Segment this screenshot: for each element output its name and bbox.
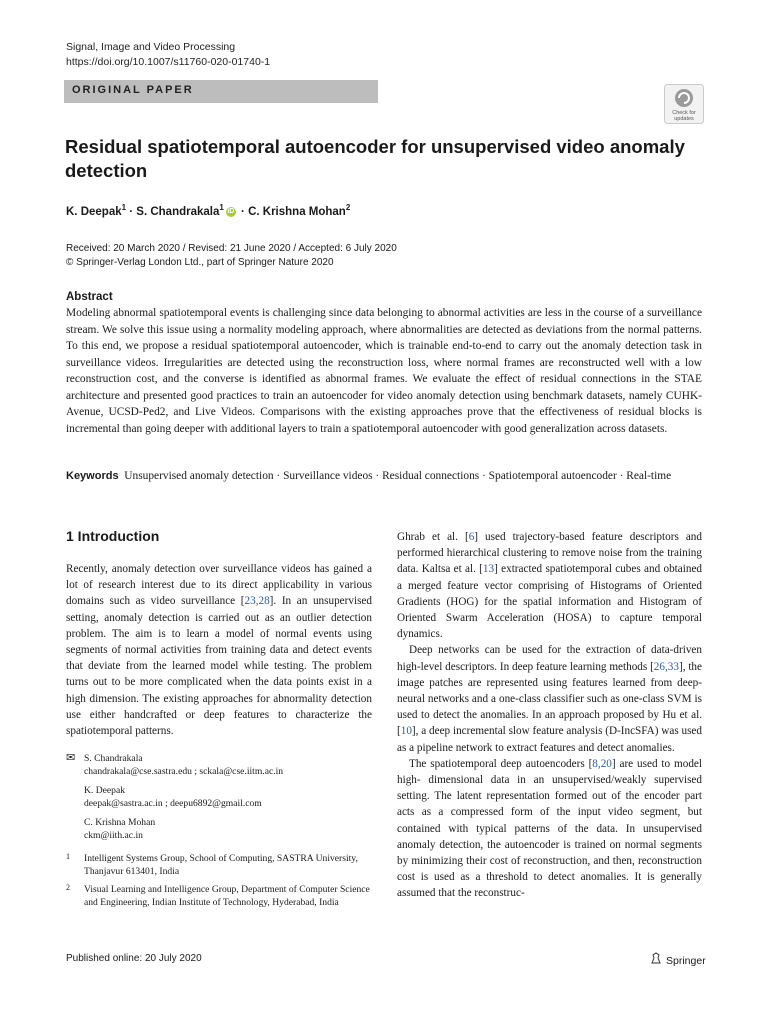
citation-link[interactable]: 8,20 (592, 757, 612, 770)
intro-paragraph-1 (66, 561, 372, 739)
journal-header (66, 40, 270, 70)
text-span: ] are used to model high- dimensional data in an unsupervised/weakly supervised setting. The latent representation formed out of the encoder part acts as a compressed form of the input video segment, but contained with typical patterns of the data. In unsupervised anomaly detection, the autoencoder is trained on normal segments by minimizing their cost of reconstruction, and then, reconstruction cost is used as a threshold to detect anomalies. It is generally assumed that the reconstruc- (397, 757, 702, 900)
copyright-line: © Springer-Verlag London Ltd., part of Springer Nature 2020 (66, 257, 334, 268)
envelope-icon: ✉ (66, 752, 76, 764)
affiliations (66, 853, 372, 915)
published-date: Published online: 20 July 2020 (66, 953, 202, 964)
right-column (397, 529, 702, 902)
corr-email[interactable]: ckm@iith.ac.in (84, 830, 143, 841)
corresponding-author (66, 752, 372, 778)
affiliation-number: 1 (66, 852, 70, 861)
text-span: Recently, anomaly detection over surveillance videos has gained a lot of research interest due to its direct applicability in various domains such as video surveillance [ (66, 563, 372, 608)
text-span: ] used trajectory-based feature descriptors and performed hierarchical clustering to remove noise from the training data. Kaltsa et al. [ (397, 531, 702, 576)
author-1-affil: 1 (121, 203, 127, 212)
doi-link[interactable]: https://doi.org/10.1007/s11760-020-01740-1 (66, 56, 271, 68)
received-dates: Received: 20 March 2020 / Revised: 21 June 2020 / Accepted: 6 July 2020 (66, 243, 397, 254)
badge-line2: updates (674, 116, 694, 122)
author-1[interactable]: K. Deepak (66, 205, 122, 218)
citation-link[interactable]: 13 (482, 563, 495, 576)
publisher-name: Springer (666, 955, 706, 967)
badge-line1: Check for (672, 110, 696, 116)
check-for-updates-badge[interactable] (664, 84, 704, 124)
keywords-text: Unsupervised anomaly detection · Surveillance videos · Residual connections · Spatiotemporal autoencoder · Real-time (124, 470, 672, 482)
article-type-label: ORIGINAL PAPER (72, 84, 194, 96)
intro-paragraph-2 (397, 529, 702, 642)
text-span: ] extracted spatiotemporal cubes and obtained a merged feature vector comprising of Histograms of Oriented Gradients (HOG) for the spatial information and Histogram of Oriented Swarm Acceleration (HOSA) to capture temporal dynamics. (397, 563, 702, 641)
author-3[interactable]: C. Krishna Mohan (248, 205, 346, 218)
abstract-text: Modeling abnormal spatiotemporal events is challenging since data belonging to abnormal activities are less in the course of a surveillance stream. We solve this issue using a normality modeling approach, where abnormalities are detected as deviations from the normal patterns. To this end, we propose a residual spatiotemporal autoencoder, which is trainable end-to-end to carry out the anomaly detection task in surveillance videos. Irregularities are detected using the reconstruction loss, where normal frames are reconstructed well with a low reconstruction cost, and the converse is identified as abnormal frames. We evaluate the effect of residual connections in the STAE architecture and presented good practices to train an autoencoder for video anomaly detection using benchmark datasets, namely CUHK-Avenue, UCSD-Ped2, and Live Videos. Comparisons with the existing approaches prove that the effectiveness of residual blocks is incremental than going deeper with additional layers to train a spatiotemporal autoencoder with good generalization across datasets. (66, 307, 702, 435)
citation-link[interactable]: 26,33 (653, 660, 679, 673)
text-span: The spatiotemporal deep autoencoders [ (409, 757, 593, 770)
abstract-heading: Abstract (66, 291, 113, 303)
intro-paragraph-3 (397, 642, 702, 755)
author-contact (66, 784, 372, 810)
text-span: ], a deep incremental slow feature analysis (D-IncSFA) was used as a pipeline network to extract features and detect anomalies. (397, 725, 702, 754)
corr-name: C. Krishna Mohan (84, 817, 156, 828)
author-list (66, 203, 350, 218)
citation-link[interactable]: 6 (468, 531, 475, 543)
author-3-affil: 2 (345, 203, 351, 212)
article-dates (66, 242, 397, 270)
corr-email[interactable]: chandrakala@cse.sastra.edu ; sckala@cse.iitm.ac.in (84, 766, 284, 777)
correspondence-block (66, 752, 372, 848)
section-heading-introduction: 1 Introduction (66, 528, 160, 544)
corr-email[interactable]: deepak@sastra.ac.in ; deepu6892@gmail.com (84, 798, 262, 809)
author-2[interactable]: S. Chandrakala (136, 205, 220, 218)
corr-name: K. Deepak (84, 785, 126, 796)
corr-name: S. Chandrakala (84, 753, 143, 764)
text-span: ]. In an unsupervised setting, anomaly detection is carried out as an outlier detection problem. The aim is to learn a model of normal events using segments of normal activities from training data and detect events that deviate from the learned model while testing. The problem turns out to be more complicated when the data points exist in a high dimension. The existing approaches for abnormality detection use either handcrafted or deep features to characterize the spatiotemporal patterns. (66, 595, 372, 738)
citation-link[interactable]: 10 (400, 725, 412, 738)
paper-title: Residual spatiotemporal autoencoder for unsupervised video anomaly detection (65, 136, 685, 181)
author-separator: · (126, 205, 137, 218)
journal-name: Signal, Image and Video Processing (66, 41, 236, 53)
springer-horse-icon (650, 952, 662, 964)
publisher-footer (650, 952, 706, 967)
affiliation-text: Visual Learning and Intelligence Group, Department of Computer Science and Engineering, Indian Institute of Technology, Hyderabad, India (84, 884, 370, 908)
text-span: ], the image patches are represented using features learned from deep-neural networks and a one-class classifier such as one-class SVM is used to detect the anomalies. In an approach proposed by Hu et al. [ (397, 660, 702, 738)
text-span: Deep networks can be used for the extraction of data-driven high-level descriptors. In deep feature learning methods [ (397, 644, 702, 673)
affiliation-2 (66, 884, 372, 909)
affiliation-1 (66, 853, 372, 878)
keywords-section (66, 468, 702, 485)
affiliation-text: Intelligent Systems Group, School of Computing, SASTRA University, Thanjavur 613401, India (84, 853, 358, 877)
intro-paragraph-4 (397, 756, 702, 902)
citation-link[interactable]: 23,28 (244, 595, 270, 608)
author-contact (66, 816, 372, 842)
left-column (66, 561, 372, 739)
orcid-icon[interactable]: iD (227, 207, 235, 215)
author-separator: · (237, 205, 249, 218)
refresh-icon (675, 89, 693, 107)
text-span: Ghrab et al. [ (397, 531, 469, 543)
keywords-label: Keywords (66, 470, 119, 482)
affiliation-number: 2 (66, 883, 70, 892)
author-2-affil: 1 (219, 203, 224, 212)
